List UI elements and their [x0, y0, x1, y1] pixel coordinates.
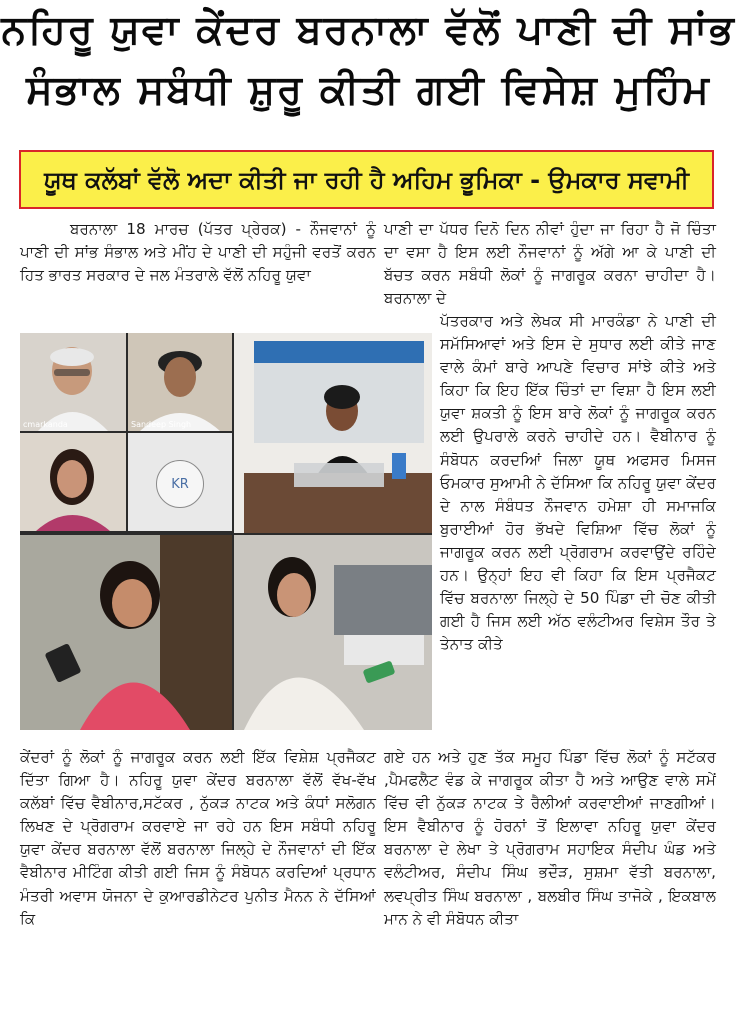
photo-tile-woman-phone [234, 535, 432, 730]
right-mid-text: ਪੱਤਰਕਾਰ ਅਤੇ ਲੇਖਕ ਸੀ ਮਾਰਕੰਡਾ ਨੇ ਪਾਣੀ ਦੀ ਸਮੱਸਿਆਵਾਂ ਅਤੇ ਇਸ ਦੇ ਸੁਧਾਰ ਲਈ ਕੀਤੇ ਜਾਣ ਵਾਲੇ ਕੰਮਾਂ ਬਾਰੇ ਆਪਣੇ ਵਿਚਾਰ ਸਾਂਝੇ ਕੀਤੇ ਅਤੇ ਕਿਹਾ ਕਿ ਇਹ ਇੱਕ ਚਿੰਤਾਂ ਦਾ ਵਿਸ਼ਾ ਹੈ ਇਸ ਲਈ ਯੁਵਾ ਸ਼ਕਤੀ ਨੂੰ ਇਸ ਬਾਰੇ ਲੋਕਾਂ ਨੂੰ ਜਾਗਰੂਕ ਕਰਨ ਲਈ ਉਪਰਾਲੇ ਕਰਨੇ ਚਾਹੀਦੇ ਹਨ। ਵੈਬੀਨਾਰ ਨੂੰ ਸੰਬੋਧਨ ਕਰਦਆਿਂ ਜਿਲਾ ਯੂਥ ਅਫਸਰ ਮਿਸਜ ਓਮਕਾਰ ਸੁਆਮੀ ਨੇ ਦੱਸਿਆ ਕਿ ਨਹਿਰੂ ਯੁਵਾ ਕੇਂਦਰ ਦੇ ਨਾਲ ਸੰਬੰਧਤ ਨੌਜਵਾਨ ਹਮੇਸ਼ਾ ਹੀ ਸਮਾਜਕਿ ਬੁਰਾਈਆਂ ਹੋਰ ਭੱਖਦੇ ਵਿਸ਼ਿਆ ਵਿੱਚ ਲੋਕਾਂ ਨੂੰ ਜਾਗਰੂਕ ਕਰਨ ਲਈ ਪ੍ਰੋਗਰਾਮ ਕਰਵਾਉਂਦੇ ਰਹਿੰਦੇ ਹਨ। ਉਨ੍ਹਾਂ ਇਹ ਵੀ ਕਿਹਾ ਕਿ ਇਸ ਪ੍ਰਜੈਕਟ ਵਿੱਚ ਬਰਨਾਲਾ ਜਿਲ੍ਹੇ ਦੇ 50 ਪਿੰਡਾ ਦੀ ਚੋਣ ਕੀਤੀ ਗਈ ਹੈ ਜਿਸ ਲਈ ਅੱਠ ਵਲੰਟੀਅਰ ਵਿਸ਼ੇਸ ਤੌਰ ਤੇ ਤੇਨਾਤ ਕੀਤੇ [440, 312, 716, 654]
left-bottom-text: ਕੇਂਦਰਾਂ ਨੂੰ ਲੋਕਾਂ ਨੂੰ ਜਾਗਰੂਕ ਕਰਨ ਲਈ ਇੱਕ ਵਿਸ਼ੇਸ਼ ਪ੍ਰਜੈਕਟ ਦਿੱਤਾ ਗਿਆ ਹੈ। ਨਹਿਰੂ ਯੁਵਾ ਕੇਂਦਰ ਬਰਨਾਲਾ ਵੱਲੋਂ ਵੱਖ-ਵੱਖ ਕਲੱਬਾਂ ਵਿੱਚ ਵੈਬੀਨਾਰ,ਸਟੱਕਰ , ਨੁੱਕੜ ਨਾਟਕ ਅਤੇ ਕੰਧਾਂ ਸਲੋਗਨ ਲਿਖਣ ਦੇ ਪ੍ਰੋਗਰਾਮ ਕਰਵਾਏ ਜਾ ਰਹੇ ਹਨ ਇਸ ਸਬੰਧੀ ਨਹਿਰੂ ਯੁਵਾ ਕੇਂਦਰ ਬਰਨਾਲਾ ਵੱਲੋਂ ਬਰਨਾਲਾ ਜਿਲ੍ਹੇ ਦੇ ਨੌਜਵਾਨਾਂ ਦੀ ਇੱਕ ਵੈਬੀਨਾਰ ਮੀਟਿੰਗ ਕੀਤੀ ਗਈ ਜਿਸ ਨੂੰ ਸੰਬੋਧਨ ਕਰਦਿਆਂ ਪ੍ਰਧਾਨ ਮੰਤਰੀ ਅਵਾਸ ਯੋਜਨਾ ਦੇ ਕੁਆਰਡੀਨੇਟਰ ਪੁਨੀਤ ਮੈਨਨ ਨੇ ਦੱਸਿਆਂ ਕਿ [20, 748, 376, 928]
office-scene-icon [234, 333, 432, 533]
right-column-bottom [384, 746, 716, 931]
photo-tile-sandeep [128, 333, 232, 431]
photo-tile-woman [20, 433, 126, 531]
photo-tile-avatar [128, 433, 232, 531]
participant-name-1: cmarkanda [23, 420, 68, 429]
woman-with-phone-icon [234, 535, 432, 730]
left-column-top [20, 218, 376, 287]
right-column-top [384, 218, 716, 310]
subheadline: ਯੂਥ ਕਲੱਬਾਂ ਵੱਲੋ ਅਦਾ ਕੀਤੀ ਜਾ ਰਹੀ ਹੈ ਅਹਿਮ ਭੂਮਿਕਾ - ਉਮਕਾਰ ਸਵਾਮੀ [44, 165, 689, 194]
webinar-photo-collage [20, 333, 432, 730]
person-silhouette-icon [20, 333, 126, 431]
headline [0, 0, 737, 120]
participant-name-2: Sandeep Singh [131, 420, 192, 429]
right-bottom-text: ਗਏ ਹਨ ਅਤੇ ਹੁਣ ਤੱਕ ਸਮੂਹ ਪਿੰਡਾ ਵਿੱਚ ਲੋਕਾਂ ਨੂੰ ਸਟੱਕਰ ,ਪੈਮਫਲੈਟ ਵੰਡ ਕੇ ਜਾਗਰੂਕ ਕੀਤਾ ਹੈ ਅਤੇ ਆਉਣ ਵਾਲੇ ਸਮੇਂ ਵਿੱਚ ਵੀ ਨੁੱਕੜ ਨਾਟਕ ਤੇ ਰੈਲੀਆਂ ਕਰਵਾਈਆਂ ਜਾਣਗੀਆਂ। ਇਸ ਵੈਬੀਨਾਰ ਨੂੰ ਹੋਰਨਾਂ ਤੋਂ ਇਲਾਵਾ ਨਹਿਰੂ ਯੁਵਾ ਕੇਂਦਰ ਬਰਨਾਲਾ ਦੇ ਲੇਖਾ ਤੇ ਪ੍ਰੋਗਰਾਮ ਸਹਾਇਕ ਸੰਦੀਪ ਘੰਡ ਅਤੇ ਵਲੰਟੀਅਰ, ਸੰਦੀਪ ਸਿੰਘ ਭਦੌੜ, ਸੁਸ਼ਮਾ ਵੱਤੀ ਬਰਨਾਲਾ, ਲਵਪ੍ਰੀਤ ਸਿੰਘ ਬਰਨਾਲਾ , ਬਲਬੀਰ ਸਿੰਘ ਤਾਜੋਕੇ , ਇਕਬਾਲ ਮਾਨ ਨੇ ਵੀ ਸੰਬੋਧਨ ਕੀਤਾ [384, 748, 716, 928]
left-top-text: ਬਰਨਾਲਾ 18 ਮਾਰਚ (ਪੱਤਰ ਪ੍ਰੇਰਕ) - ਨੌਜਵਾਨਾਂ ਨੂੰ ਪਾਣੀ ਦੀ ਸਾਂਭ ਸੰਭਾਲ ਅਤੇ ਮੀਂਹ ਦੇ ਪਾਣੀ ਦੀ ਸਹੁੰਜੀ ਵਰਤੋਂ ਕਰਨ ਹਿਤ ਭਾਰਤ ਸਰਕਾਰ ਦੇ ਜਲ ਮੰਤਰਾਲੇ ਵੱਲੋਂ ਨਹਿਰੂ ਯੁਵਾ [20, 220, 376, 285]
subheadline-box [19, 150, 714, 209]
left-column-bottom [20, 746, 376, 931]
avatar-initials: KR [171, 476, 189, 492]
avatar [156, 460, 204, 508]
girl-with-phone-icon [20, 535, 232, 730]
headline-line-2: ਸੰਭਾਲ ਸਬੰਧੀ ਸ਼ੁਰੂ ਕੀਤੀ ਗਈ ਵਿਸੇਸ਼ ਮੁਹਿੰਮ [26, 67, 711, 113]
person-silhouette-icon [20, 433, 126, 531]
photo-tile-cmarkanda [20, 333, 126, 431]
right-top-text: ਪਾਣੀ ਦਾ ਪੱਧਰ ਦਿਨੋ ਦਿਨ ਨੀਵਾਂ ਹੁੰਦਾ ਜਾ ਰਿਹਾ ਹੈ ਜੋ ਚਿੰਤਾ ਦਾ ਵਸਾ ਹੈ ਇਸ ਲਈ ਨੌਜਵਾਨਾਂ ਨੂੰ ਅੱਗੇ ਆ ਕੇ ਪਾਣੀ ਦੀ ਬੱਚਤ ਕਰਨ ਸਬੰਧੀ ਲੋਕਾਂ ਨੂੰ ਜਾਗਰੂਕ ਕਰਨਾ ਚਾਹੀਦਾ ਹੈ। ਬਰਨਾਲਾ ਦੇ [384, 220, 716, 308]
headline-line-1: ਨਹਿਰੂ ਯੁਵਾ ਕੇਂਦਰ ਬਰਨਾਲਾ ਵੱਲੋਂ ਪਾਣੀ ਦੀ ਸਾਂਭ [1, 7, 736, 53]
right-column-middle [440, 310, 716, 656]
person-silhouette-icon [128, 333, 232, 431]
photo-tile-girl-phone [20, 535, 232, 730]
photo-tile-office [234, 333, 432, 533]
